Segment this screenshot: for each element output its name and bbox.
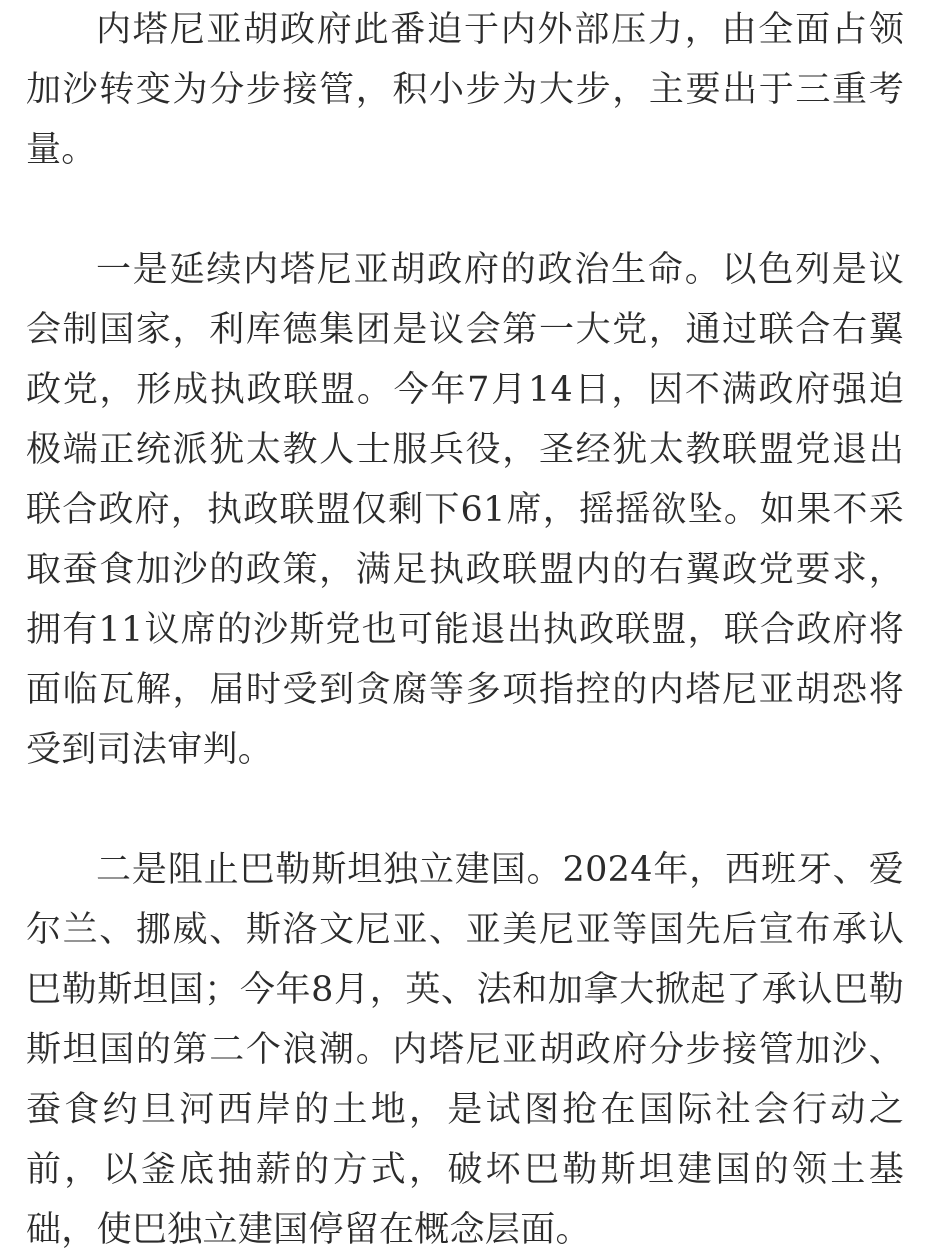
paragraph-intro: 内塔尼亚胡政府此番迫于内外部压力，由全面占领加沙转变为分步接管，积小步为大步，主要出于三重考量。: [26, 10, 904, 170]
paragraph-reason-one: 一是延续内塔尼亚胡政府的政治生命。以色列是议会制国家，利库德集团是议会第一大党，通过联合右翼政党，形成执政联盟。今年7月14日，因不满政府强迫极端正统派犹太教人士服兵役，圣经犹太教联盟党退出联合政府，执政联盟仅剩下61席，摇摇欲坠。如果不采取蚕食加沙的政策，满足执政联盟内的右翼政党要求，拥有11议席的沙斯党也可能退出执政联盟，联合政府将面临瓦解，届时受到贪腐等多项指控的内塔尼亚胡恐将受到司法审判。: [26, 250, 904, 770]
paragraph-reason-two: 二是阻止巴勒斯坦独立建国。2024年，西班牙、爱尔兰、挪威、斯洛文尼亚、亚美尼亚等国先后宣布承认巴勒斯坦国；今年8月，英、法和加拿大掀起了承认巴勒斯坦国的第二个浪潮。内塔尼亚胡政府分步接管加沙、蚕食约旦河西岸的土地，是试图抢在国际社会行动之前，以釜底抽薪的方式，破坏巴勒斯坦建国的领土基础，使巴独立建国停留在概念层面。: [26, 850, 904, 1250]
article-body: [26, 0, 904, 1260]
